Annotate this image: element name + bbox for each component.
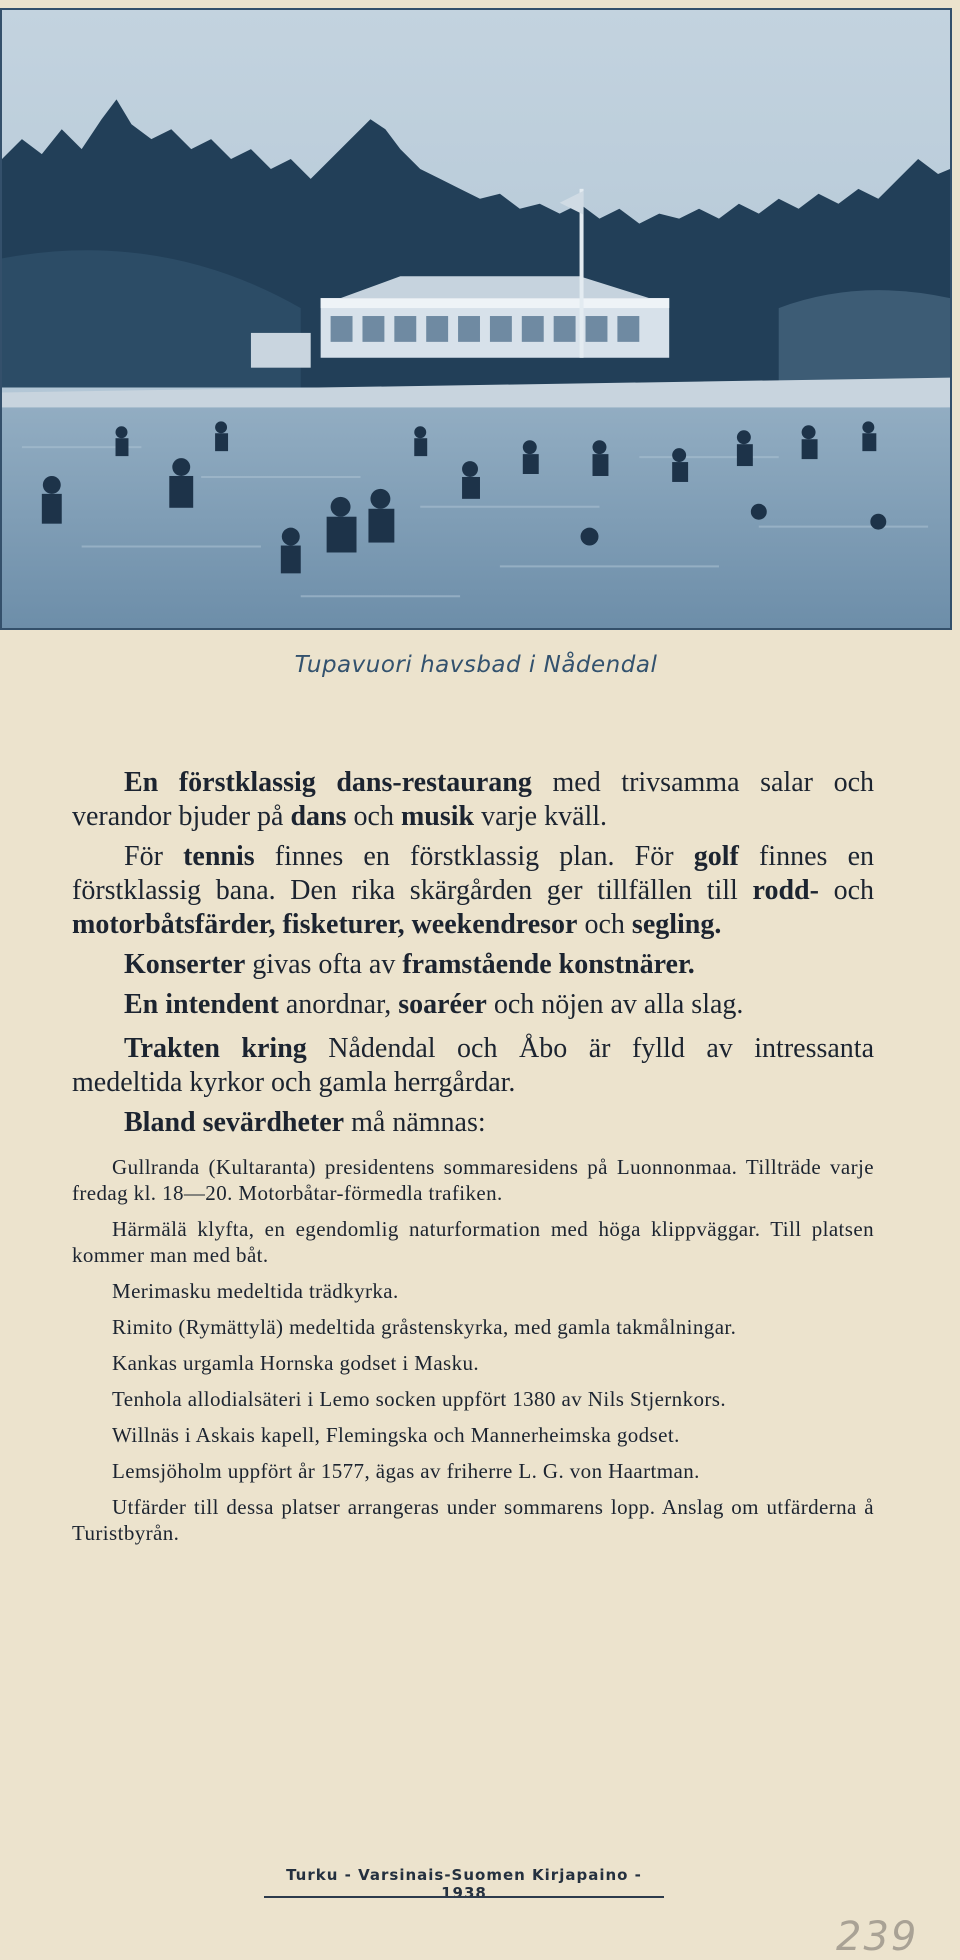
text-segment: tennis [183, 841, 255, 872]
text-segment: Bland sevärdheter [124, 1107, 345, 1138]
text-segment: finnes en förstklassig bana. Den rika skärgården ger tillfällen till [72, 841, 874, 906]
text-segment: Willnäs i Askais kapell, Flemingska och Mannerheimska godset. [112, 1423, 680, 1447]
text-segment: En intendent [124, 989, 279, 1020]
paragraph-p8 [72, 1216, 874, 1268]
paragraph-p7 [72, 1154, 874, 1206]
text-segment: dans [290, 801, 347, 832]
text-segment: med trivsamma salar och verandor bjuder på [72, 767, 874, 832]
paragraph-p1 [72, 766, 874, 834]
beach-photo [0, 8, 952, 630]
text-segment: Trakten kring [124, 1033, 307, 1064]
text-segment: rodd- [752, 875, 819, 906]
beach-scene-graphic [2, 10, 950, 628]
paragraph-p5 [72, 1032, 874, 1100]
text-segment: varje kväll. [474, 801, 608, 832]
paragraph-p11 [72, 1350, 874, 1376]
paragraph-p13 [72, 1422, 874, 1448]
text-segment: och [818, 875, 874, 906]
text-segment: Härmälä klyfta, en egendomlig naturformation med höga klippväggar. Till platsen kommer man med båt. [72, 1217, 874, 1267]
text-segment: och nöjen av alla slag. [486, 989, 744, 1020]
text-segment: Tenhola allodialsäteri i Lemo socken uppfört 1380 av Nils Stjernkors. [112, 1387, 726, 1411]
text-segment: Utfärder till dessa platser arrangeras under sommarens lopp. Anslag om utfärderna å Turistbyrån. [72, 1495, 874, 1545]
text-segment: Rimito (Rymättylä) medeltida gråstenskyrka, med gamla takmålningar. [112, 1315, 737, 1339]
text-segment: golf [693, 841, 739, 872]
paragraph-p6 [72, 1106, 874, 1140]
text-segment: musik [400, 801, 475, 832]
text-segment: och [577, 909, 632, 940]
text-segment: För [124, 841, 184, 872]
text-segment: Lemsjöholm uppfört år 1577, ägas av friherre L. G. von Haartman. [112, 1459, 700, 1483]
text-segment: motorbåtsfärder, fisketurer, weekendresor [72, 909, 578, 940]
paragraph-p14 [72, 1458, 874, 1484]
text-segment: Nådendal och Åbo är fylld av intressanta medeltida kyrkor och gamla herrgårdar. [72, 1033, 874, 1098]
text-segment: och [346, 801, 401, 832]
text-segment: Kankas urgamla Hornska godset i Masku. [112, 1351, 480, 1375]
photo-caption: Tupavuori havsbad i Nådendal [294, 652, 658, 678]
text-segment: soaréer [398, 989, 487, 1020]
paragraph-p12 [72, 1386, 874, 1412]
text-segment: finnes en förstklassig plan. För [254, 841, 694, 872]
paragraph-p10 [72, 1314, 874, 1340]
text-body [72, 760, 874, 1546]
text-segment: givas ofta av [245, 949, 403, 980]
paragraph-p2 [72, 840, 874, 942]
paragraph-p15 [72, 1494, 874, 1546]
paragraph-p3 [72, 948, 874, 982]
pencil-page-number: 239 [836, 1914, 919, 1960]
text-segment: anordnar, [278, 989, 399, 1020]
printer-imprint: Turku - Varsinais-Suomen Kirjapaino - 1938 [286, 1866, 642, 1902]
text-segment: En förstklassig dans-restaurang [124, 767, 532, 798]
text-segment: Merimasku medeltida trädkyrka. [112, 1279, 399, 1303]
text-segment: Konserter [124, 949, 246, 980]
text-segment: framstående konstnärer. [402, 949, 695, 980]
text-segment: segling. [631, 909, 722, 940]
text-segment: må nämnas: [344, 1107, 486, 1138]
text-segment: Gullranda (Kultaranta) presidentens sommaresidens på Luonnonmaa. Tillträde varje fredag kl. 18—20. Motorbåtar-förmedla trafiken. [72, 1155, 874, 1205]
paragraph-p4 [72, 988, 874, 1022]
footer-rule [264, 1896, 664, 1898]
paragraph-p9 [72, 1278, 874, 1304]
